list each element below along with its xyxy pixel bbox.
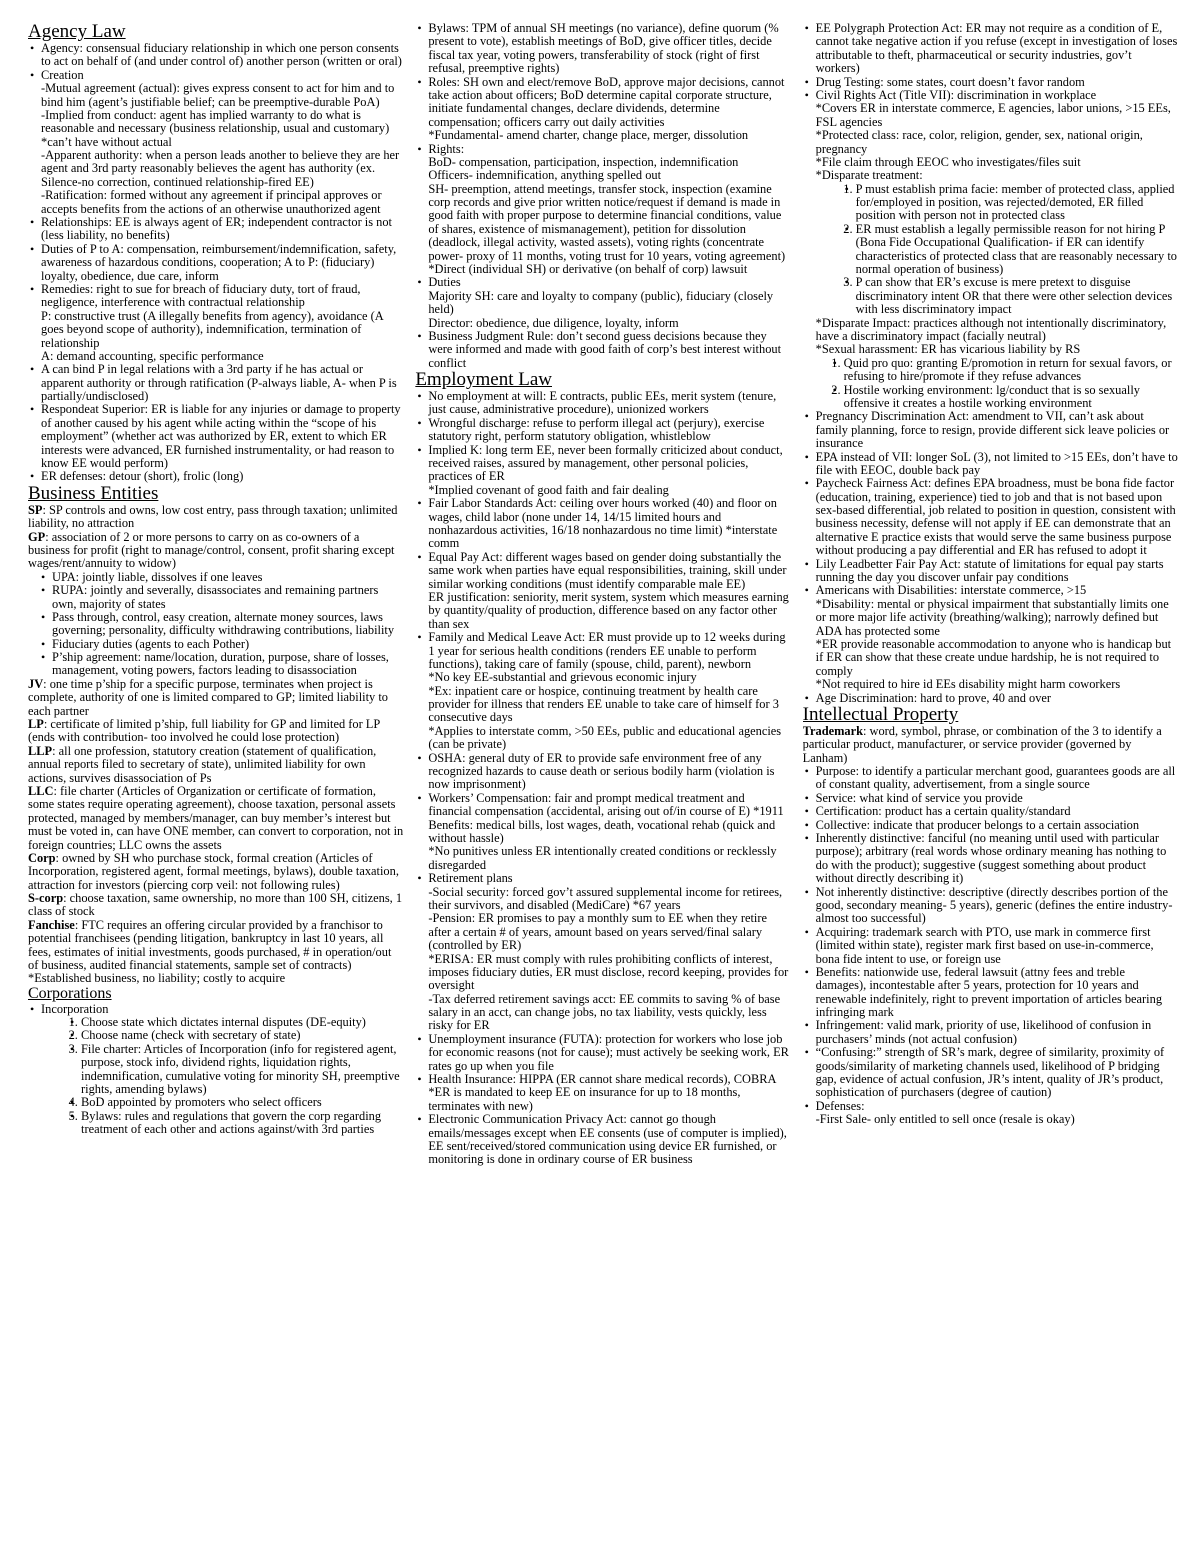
list-item-line: A: demand accounting, specific performance bbox=[41, 348, 264, 363]
column-3 bbox=[803, 22, 1178, 1542]
list-item: • Health Insurance: HIPPA (ER cannot share medical records), COBRA *ER is mandated to keep EE on insurance for up to 18 months, terminates with new) bbox=[428, 1073, 790, 1113]
list-item: • 2. ER must establish a legally permissible reason for not hiring P (Bona Fide Occupational Qualification- if ER can identify characteristics of protected class that are reasonably necessary to normal operation of business) bbox=[856, 223, 1178, 277]
list-item-line: • Defenses: bbox=[815, 1098, 865, 1113]
list-item: • Paycheck Fairness Act: defines EPA broadness, must be bona fide factor (education, training, experience) tied to job and that is not based upon sex-based differential, job related to position in question, consistent with business necessity, defense will not apply if EE can demonstrate that an alternative E practice exists that would serve the same business purpose without producing a pay differential and ER has refused to adopt it bbox=[816, 477, 1178, 557]
list-item: • “Confusing:” strength of SR’s mark, degree of similarity, proximity of goods/similarity of marketing channels used, likelihood of P bridging gap, evidence of actual confusion, JR’s intent, quality of JR’s product, sophistication of purchasers (degree of caution) bbox=[816, 1046, 1178, 1100]
agency-law-heading: Agency Law bbox=[28, 22, 126, 42]
employment-law-heading: Employment Law bbox=[415, 369, 552, 391]
list-item: • 2. Hostile working environment: lg/conduct that is so sexually offensive it creates a hostile working environment bbox=[844, 384, 1178, 411]
list-item-line: -Pension: ER promises to pay a monthly sum to EE when they retire after a certain # of years, amount based on years served/final salary (controlled by ER) bbox=[428, 911, 767, 953]
sexual-harassment: *Sexual harassment: ER has vicarious liability by RS bbox=[815, 342, 1081, 357]
list-item: • 1. P must establish prima facie: member of protected class, applied for/employed in position, was rejected/demoted, ER filled position with person not in protected class bbox=[856, 183, 1178, 223]
list-item: • Unemployment insurance (FUTA): protection for workers who lose job for economic reasons (not for cause); must actively be seeking work, ER rates go up when you file bbox=[428, 1033, 790, 1073]
list-item-line: • Equal Pay Act: different wages based on gender doing substantially the same work when parties have equal responsibilities, training, skill under similar working conditions (must identify comparable male EE) bbox=[428, 549, 787, 591]
incorporation-steps bbox=[41, 1016, 403, 1137]
employment-law-list-more bbox=[803, 410, 1178, 705]
list-item-line: P: constructive trust (A illegally benefits from agency), avoidance (A goes beyond scope of authority), indemnification, termination of relationship bbox=[41, 308, 384, 350]
list-item bbox=[816, 584, 1178, 691]
list-item-line: • Family and Medical Leave Act: ER must provide up to 12 weeks during 1 year for serious health conditions (renders EE unable to perform functions), taking care of family (spouse, child, parent), newborn bbox=[428, 630, 786, 671]
list-item: • Pregnancy Discrimination Act: amendment to VII, can’t ask about family planning, force to resign, provide different sick leave policies or insurance bbox=[816, 410, 1178, 450]
list-item bbox=[816, 1100, 1178, 1127]
list-item: • 3. P can show that ER’s excuse is mere pretext to disguise discriminatory intent OR that there were other selection devices with less discriminatory impact bbox=[856, 276, 1178, 316]
llp-entry: LLP: all one profession, statutory creation (statement of qualification, annual reports filed to secretary of state), unlimited liability for own actions, survives disassociation of Ps bbox=[28, 743, 377, 785]
list-item-line: Majority SH: care and loyalty to company (public), fiduciary (closely held) bbox=[428, 288, 774, 317]
list-item-line: *No key EE-substantial and grievous economic injury bbox=[428, 670, 697, 685]
employment-law-list bbox=[415, 390, 790, 1167]
list-item: • Respondeat Superior: ER is liable for any injuries or damage to property of another caused by his agent while acting within the “scope of his employment” (whether act was authorized by ER, extent to which ER interests were advanced, ER furnished instrumentality, or had reason to know EE would perform) bbox=[41, 403, 403, 470]
list-item-line: *ER provide reasonable accommodation to anyone who is handicap but if ER can show that these create undue hardship, he is not required to comply bbox=[815, 636, 1172, 678]
list-item-line: • Implied K: long term EE, never been formally criticized about conduct, received raises, assured by management, other personal policies, practices of ER bbox=[428, 442, 783, 484]
list-item bbox=[428, 792, 790, 872]
list-item: • Not inherently distinctive: descriptive (directly describes portion of the good, secondary meaning- 5 years), generic (defines the entire industry- almost too successful) bbox=[816, 886, 1178, 926]
list-item-line: Officers- indemnification, anything spelled out bbox=[428, 168, 662, 183]
list-item-line: SH- preemption, attend meetings, transfer stock, inspection (examine corp records and give prior written notice/request if demand is made in good faith with proper purpose to determine financial conditions, value of shares, existence of mismanagement), petition for dissolution (deadlock, illegal activity, wasted assets), voting rights (concentrate power- proxy of 11 months, voting trust for 10 years, voting agreement) bbox=[428, 181, 786, 263]
list-item: • A can bind P in legal relations with a 3rd party if he has actual or apparent authority or through ratification (P-always liable, A- when P is partially/undisclosed) bbox=[41, 363, 403, 403]
corp-entry: Corp: owned by SH who purchase stock, formal creation (Articles of Incorporation, registered agent, formal meetings, bylaws), double taxation, attraction for investors (piercing corp veil: not following rules) bbox=[28, 850, 399, 892]
list-item-line: -Mutual agreement (actual): gives express consent to act for him and to bind him (agent’s justifiable belief; can be preemptive-durable PoA) bbox=[41, 81, 395, 109]
list-item-line: -Apparent authority: when a person leads another to believe they are her agent and 3rd party reasonably believes the agent has authority (ex. Silence-no correction, continued relationship-fired EE) bbox=[41, 148, 400, 189]
list-item: • Benefits: nationwide use, federal lawsuit (attny fees and treble damages), incontestable after 5 years, protection for 10 years and renewable indefinitely, right to prevent importation of articles bearing infringing mark bbox=[816, 966, 1178, 1020]
list-item: • Duties of P to A: compensation, reimbursement/indemnification, safety, awareness of hazardous conditions, cooperation; A to P: (fiduciary) loyalty, obedience, due care, inform bbox=[41, 243, 403, 283]
corporations-heading: Corporations bbox=[28, 984, 112, 1002]
list-item bbox=[428, 551, 790, 631]
list-item: • No employment at will: E contracts, public EEs, merit system (tenure, just cause, administrative procedure), unionized workers bbox=[428, 390, 790, 417]
list-item: • Wrongful discharge: refuse to perform illegal act (perjury), exercise statutory right, perform statutory obligation, whistleblow bbox=[428, 417, 790, 444]
list-item-line: • Workers’ Compensation: fair and prompt medical treatment and financial compensation (accidental, arising out of/in course of E) *1911 bbox=[428, 790, 784, 819]
list-item: • P’ship agreement: name/location, duration, purpose, share of losses, management, voting powers, factors leading to disassociation bbox=[52, 651, 403, 678]
list-item: • OSHA: general duty of ER to provide safe environment free of any recognized hazards to cause death or serious bodily harm (violation is now imprisonment) bbox=[428, 752, 790, 792]
list-item: *Disparate treatment: bbox=[815, 168, 923, 183]
list-item-line: *Fundamental- amend charter, change place, merger, dissolution bbox=[428, 128, 749, 143]
list-item: • UPA: jointly liable, dissolves if one leaves bbox=[52, 571, 403, 584]
list-item: • Collective: indicate that producer belongs to a certain association bbox=[816, 819, 1178, 832]
list-item-line: ER justification: seniority, merit system, system which measures earning by quantity/quality of production, difference based on any factor other than sex bbox=[428, 589, 789, 631]
list-item-line: • Remedies: right to sue for breach of fiduciary duty, tort of fraud, negligence, interference with contractual relationship bbox=[41, 281, 361, 310]
disparate-treatment-steps bbox=[816, 183, 1178, 317]
list-item-line: *Disability: mental or physical impairment that substantially limits one or more major life activity (breathing/walking); narrowly defined but ADA has protected some bbox=[815, 596, 1169, 638]
list-item-line: *Direct (individual SH) or derivative (on behalf of corp) lawsuit bbox=[428, 262, 748, 277]
business-entities-heading: Business Entities bbox=[28, 482, 159, 504]
list-item-line: *ERISA: ER must comply with rules prohibiting conflicts of interest, imposes fiduciary duties, ER must disclose, record keeping, provides for oversight bbox=[428, 951, 789, 993]
llc-entry: LLC: file charter (Articles of Organization or certificate of formation, some states require operating agreement), choose taxation, personal assets protected, managed by members/manager, can buy member’s interest but must be voted in, can have ONE member, can convert to corporation, not in foreign countries; LLC owns the assets bbox=[28, 783, 404, 852]
list-item: • 1. Quid pro quo: granting E/promotion in return for sexual favors, or refusing to hire/promote if they refuse advances bbox=[844, 357, 1178, 384]
gp-entry: GP: association of 2 or more persons to carry on as co-owners of a business for profit (right to manage/control, consent, profit sharing except wages/rent/annuity to widow) bbox=[28, 529, 395, 571]
list-item: • 3. File charter: Articles of Incorporation (info for registered agent, purpose, stock info, dividend rights, liquidation rights, indemnification, cumulative voting for minority SH, preemptive rights, amending bylaws) bbox=[81, 1043, 403, 1097]
list-item: • Lily Leadbetter Fair Pay Act: statute of limitations for equal pay starts running the day you discover unfair pay conditions bbox=[816, 558, 1178, 585]
list-item: • Purpose: to identify a particular merchant good, guarantees goods are all of constant quality, advertisement, from a single source bbox=[816, 765, 1178, 792]
lp-entry: LP: certificate of limited p’ship, full liability for GP and limited for LP (ends with contribution- too involved he could lose protection) bbox=[28, 717, 380, 745]
list-item-line: *Implied covenant of good faith and fair dealing bbox=[428, 482, 669, 497]
list-item bbox=[428, 631, 790, 752]
list-item-line: • Rights: bbox=[428, 141, 465, 156]
list-item-line: *Ex: inpatient care or hospice, continuing treatment by health care provider for illness that renders EE unable to take care of himself for 3 consecutive days bbox=[428, 683, 779, 725]
list-item-line: Benefits: medical bills, lost wages, death, vocational rehab (quick and without hassle) bbox=[428, 817, 776, 845]
civil-rights-item: • Civil Rights Act (Title VII): discrimination in workplace *Covers ER in interstate commerce, E agencies, labor unions, >15 EEs, FSL agencies *Protected class: race, color, religion, gender, sex, national origin, pregnancy *File claim through EEOC who investigates/files suit *Disparate treatment: • 1. P must establish prima facie: member of protected class, applied for/employed in position, was rejected/demoted, ER filled position with person not in protected class • 2. ER must establish a legally permissible reason for not hiring P (Bona Fide Occupational Qualification- if ER can identify characteristics of protected class that are reasonably necessary to normal operation of business) • 3. P can show that ER’s excuse is mere pretext to disguise discriminatory intent OR that there were other selection devices with less discriminatory impact *Disparate Impact: practices although not intentionally discriminatory, have a discriminatory impact (facially neutral) *Sexual harassment: ER has vicarious liability by RS • 1. Quid pro quo: granting E/promotion in return for sexual favors, or refusing to hire/promote if they refuse advances • 2. Hostile working environment: lg/conduct that is so sexually offensive it creates a hostile working environment bbox=[816, 89, 1178, 410]
list-item-line: -Implied from conduct: agent has implied warranty to do what is reasonable and necessary (business relationship, usual and customary) *can’t have without actual bbox=[41, 107, 390, 149]
list-item: *Covers ER in interstate commerce, E agencies, labor unions, >15 EEs, FSL agencies bbox=[815, 101, 1171, 129]
list-item-line: • Creation bbox=[41, 67, 84, 82]
trademark-entry: Trademark: word, symbol, phrase, or combination of the 3 to identify a particular product, manufacturer, or service provider (governed by Lanham) bbox=[802, 723, 1162, 765]
list-item-line: • Roles: SH own and elect/remove BoD, approve major decisions, cannot take action about officers; BoD determine capital corporate structure, initiate fundamental changes, declare dividends, determine compensation; officers carry out daily activities bbox=[428, 74, 785, 129]
list-item: • EE Polygraph Protection Act: ER may not require as a condition of E, cannot take negative action if you refuse (except in investigation of loses attributable to theft, pharmaceutical or security industries, gov’t workers) bbox=[816, 22, 1178, 76]
list-item: • Drug Testing: some states, court doesn’t favor random bbox=[816, 76, 1178, 89]
list-item: • Relationships: EE is always agent of ER; independent contractor is not (less liability, no benefits) bbox=[41, 216, 403, 243]
agency-law-list bbox=[28, 42, 403, 484]
list-item: • Age Discrimination: hard to prove, 40 and over bbox=[816, 692, 1178, 705]
list-item: • Electronic Communication Privacy Act: cannot go though emails/messages except when EE consents (use of computer is implied), EE sent/received/stored communication using device ER furnished, or monitoring is done in ordinary course of ER business bbox=[428, 1113, 790, 1167]
list-item: *Protected class: race, color, religion, gender, sex, national origin, pregnancy bbox=[815, 128, 1143, 156]
intellectual-property-heading: Intellectual Property bbox=[802, 703, 959, 725]
sp-entry: SP: SP controls and owns, low cost entry, pass through taxation; unlimited liability, no attraction bbox=[28, 502, 398, 531]
list-item bbox=[428, 444, 790, 498]
list-item: • Business Judgment Rule: don’t second guess decisions because they were informed and made with good faith of corp’s best interest without conflict bbox=[428, 330, 790, 370]
list-item: *File claim through EEOC who investigates/files suit bbox=[815, 154, 1081, 169]
intellectual-property-list bbox=[803, 765, 1178, 1127]
list-item-line: -First Sale- only entitled to sell once (resale is okay) bbox=[815, 1112, 1075, 1127]
list-item: • Certification: product has a certain quality/standard bbox=[816, 805, 1178, 818]
list-item bbox=[428, 276, 790, 330]
gp-list bbox=[28, 571, 403, 678]
list-item bbox=[428, 872, 790, 1033]
franchise-entry: Fanchise: FTC requires an offering circular provided by a franchisor to potential franchisees (pending litigation, bankruptcy in last 10 years, all fees, estimates of initial investments, goods purchased, # in operation/out of business, audited financial statements, sample set of contracts) bbox=[28, 917, 392, 973]
list-item: • Agency: consensual fiduciary relationship in which one person consents to act on behalf of (and under control of) another person (written or oral) bbox=[41, 42, 403, 69]
list-item bbox=[428, 143, 790, 277]
list-item: • Acquiring: trademark search with PTO, use mark in commerce first (limited within state), register mark first based on use-in-commerce, bona fide intent to use, or foreign use bbox=[816, 926, 1178, 966]
list-item: • 1. Choose state which dictates internal disputes (DE-equity) bbox=[81, 1016, 403, 1029]
list-item-line: -Tax deferred retirement savings acct: EE commits to saving % of base salary in an acct, can change jobs, no tax liability, vests quickly, less risky for ER bbox=[428, 991, 781, 1033]
list-item: • 4. BoD appointed by promoters who select officers bbox=[81, 1096, 403, 1109]
civil-rights-list bbox=[803, 89, 1178, 410]
list-item-line: *Not required to hire id EEs disability might harm coworkers bbox=[815, 677, 1121, 692]
incorporation-list bbox=[28, 1003, 403, 1137]
list-item: • Service: what kind of service you provide bbox=[816, 792, 1178, 805]
list-item-line: • Americans with Disabilities: interstate commerce, >15 bbox=[815, 583, 1087, 598]
list-item: • 2. Choose name (check with secretary of state) bbox=[81, 1029, 403, 1042]
list-item: • Inherently distinctive: fanciful (no meaning until used with particular purpose); arbitrary (real words whose ordinary meaning has nothing to do with the product); suggestive (suggest something about product without directly describing it) bbox=[816, 832, 1178, 886]
column-1 bbox=[28, 22, 403, 1542]
list-item: • RUPA: jointly and severally, disassociates and remaining partners own, majority of states bbox=[52, 584, 403, 611]
employment-law-list-continued bbox=[803, 22, 1178, 89]
list-item-line: • Retirement plans bbox=[428, 871, 513, 886]
sexual-harassment-steps bbox=[816, 357, 1178, 411]
list-item-line: -Ratification: formed without any agreement if principal approves or accepts benefits from the actions of an otherwise unauthorized agent bbox=[41, 188, 382, 216]
list-item-line: BoD- compensation, participation, inspection, indemnification bbox=[428, 154, 739, 169]
list-item-line: Director: obedience, due diligence, loyalty, inform bbox=[428, 315, 679, 330]
list-item-line: *Applies to interstate comm, >50 EEs, public and educational agencies (can be private) bbox=[428, 723, 782, 752]
outline-page bbox=[28, 22, 1178, 1542]
incorporation-item: • Incorporation • 1. Choose state which dictates internal disputes (DE-equity) • 2. Choose name (check with secretary of state) • 3. File charter: Articles of Incorporation (info for registered agent, purpose, stock info, dividend rights, liquidation rights, indemnification, cumulative voting for minority SH, preemptive rights, amending bylaws) • 4. BoD appointed by promoters who select officers • 5. Bylaws: rules and regulations that govern the corp regarding treatment of each other and actions against/with 3rd parties bbox=[41, 1003, 403, 1137]
list-item: • 5. Bylaws: rules and regulations that govern the corp regarding treatment of each other and actions against/with 3rd parties bbox=[81, 1110, 403, 1137]
list-item: • Infringement: valid mark, priority of use, likelihood of confusion in purchasers’ minds (not actual confusion) bbox=[816, 1019, 1178, 1046]
jv-entry: JV: one time p’ship for a specific purpose, terminates when project is complete, authority of one is limited compared to GP; limited liability to each partner bbox=[28, 676, 388, 718]
franchise-note: *Established business, no liability; costly to acquire bbox=[28, 971, 286, 986]
list-item bbox=[41, 283, 403, 363]
list-item-line: *No punitives unless ER intentionally created conditions or recklessly disregarded bbox=[428, 844, 777, 872]
corporation-details-list bbox=[415, 22, 790, 370]
list-item: • ER defenses: detour (short), frolic (long) bbox=[41, 470, 403, 483]
list-item: • Fiduciary duties (agents to each Pother) bbox=[52, 638, 403, 651]
list-item: • Fair Labor Standards Act: ceiling over hours worked (40) and floor on wages, child labor (none under 14, 14/15 limited hours and nonhazardous activities, 16/18 nonhazardous no time limit) *interstate comm bbox=[428, 497, 790, 551]
list-item bbox=[428, 76, 790, 143]
list-item: • EPA instead of VII: longer SoL (3), not limited to >15 EEs, don’t have to file with EEOC, double back pay bbox=[816, 451, 1178, 478]
list-item bbox=[41, 69, 403, 216]
column-2 bbox=[415, 22, 790, 1542]
list-item: • Pass through, control, easy creation, alternate money sources, laws governing; personality, difficulty withdrawing contributions, liability bbox=[52, 611, 403, 638]
list-item-line: • Duties bbox=[428, 275, 461, 290]
list-item: • Bylaws: TPM of annual SH meetings (no variance), define quorum (% present to vote), establish meetings of BoD, give officer titles, decide fiscal tax year, voting powers, transferability of stock (right of first refusal, preemptive rights) bbox=[428, 22, 790, 76]
disparate-impact: *Disparate Impact: practices although not intentionally discriminatory, have a discriminatory impact (facially neutral) bbox=[815, 315, 1167, 343]
list-item-line: -Social security: forced gov’t assured supplemental income for retirees, their survivors, and disabled (MediCare) *67 years bbox=[428, 884, 783, 912]
scorp-entry: S-corp: choose taxation, same ownership, no more than 100 SH, citizens, 1 class of stock bbox=[28, 891, 403, 919]
